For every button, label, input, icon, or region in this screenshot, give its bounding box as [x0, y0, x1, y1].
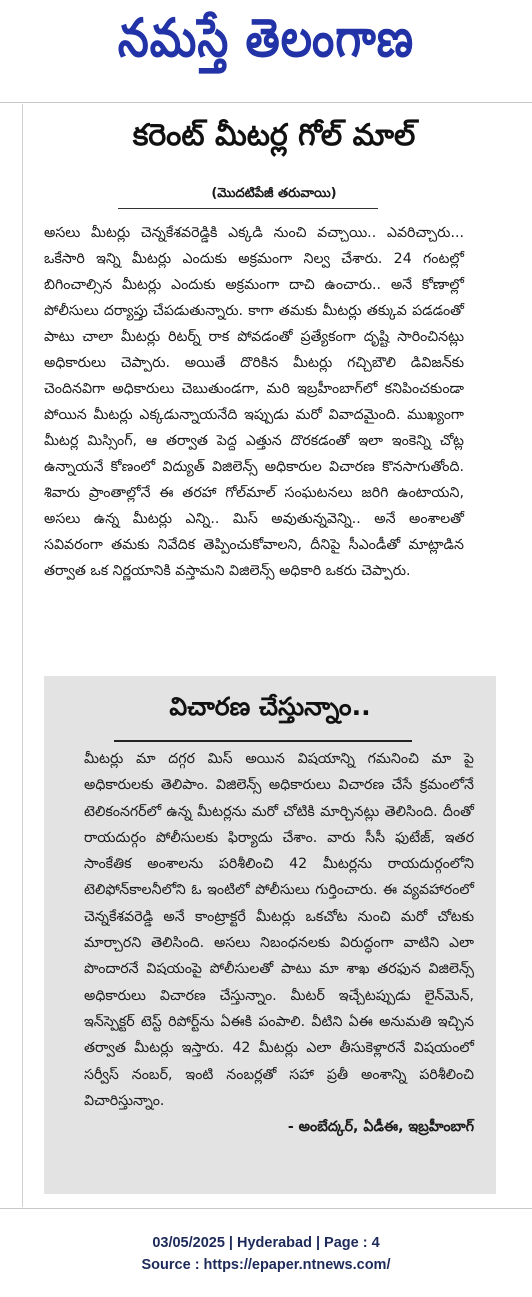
- article-headline: కరెంట్ మీటర్ల గోల్ మాల్: [132, 118, 416, 153]
- masthead: [0, 0, 532, 100]
- box-body: [84, 746, 474, 1140]
- box-body-text: మీటర్లు మా దగ్గర మిస్ అయిన విషయాన్ని గమనించి మా పై అధికారులకు తెలిపాం. విజిలెన్స్ అధికారులు విచారణ చేసే క్రమంలోనే టెలికంనగర్‌లో ఉన్న మీటర్లను మరో చోటికి మార్చినట్లు తెలిసింది. దీంతో రాయదుర్గం పోలీసులకు ఫిర్యాదు చేశాం. వారు సీసీ ఫుటేజ్, ఇతర సాంకేతిక అంశాలను పరిశీలించి 42 మీటర్లను రాయదుర్గంలోని టెలిఫోన్‌కాలనీలోని ఓ ఇంటిలో పోలీసులు గుర్తించారు. ఈ వ్యవహారంలో చెన్నకేశవరెడ్డి అనే కాంట్రాక్టరే మీటర్లు ఒకచోట నుంచి మరో చోటకు మార్చారని తెలిసింది. అసలు నిబంధనలకు విరుద్ధంగా వాటిని ఎలా పొందారనే విషయంపై పోలీసులతో పాటు మా శాఖ తరఫున విజిలెన్స్ అధికారులు విచారణ చేస్తున్నాం. మీటర్ ఇచ్చేటప్పుడు లైన్‌మెన్, ఇన్‌స్పెక్టర్ టెస్ట్ రిపోర్ట్‌ను ఏఈకి పంపాలి. వీటిని ఏఈ అనుమతి ఇచ్చిన తర్వాత మీటర్లు ఇస్తారు. 42 మీటర్లు ఎలా తీసుకెళ్లారనే విషయంలో సర్వీస్ నంబర్, ఇంటి నంబర్లతో సహా ప్రతీ అంశాన్ని పరిశీలించి విచారిస్తున్నాం.: [84, 751, 474, 1109]
- masthead-divider: [0, 102, 532, 103]
- box-title-underline: [114, 740, 412, 742]
- source-link[interactable]: Source : https://epaper.ntnews.com/: [141, 1257, 391, 1273]
- subhead-underline: [118, 208, 378, 209]
- continued-from-label: (మొదటిపేజీ తరువాయి): [211, 186, 337, 201]
- box-byline: - అంబేద్కర్, ఏడీఈ, ఇబ్రహీంబాగ్: [287, 1119, 474, 1136]
- article-body: అసలు మీటర్లు చెన్నకేశవరెడ్డికి ఎక్కడి నుంచి వచ్చాయి.. ఎవరిచ్చారు... ఒకేసారి ఇన్ని మీటర్లు ఎందుకు అక్రమంగా నిల్వ చేశారు. 24 గంటల్లో బిగించాల్సిన మీటర్లు ఎందుకు అక్రమంగా దాచి ఉంచారు.. అనే కోణాల్లో పోలీసులు దర్యాప్తు చేపడుతున్నారు. కాగా తమకు మీటర్లు తక్కువ పడడంతో పాటు చాలా మీటర్లు రిటర్న్ రాక పోవడంతో ప్రత్యేకంగా దృష్టి సారించినట్లు అధికారులు చెప్పారు. అయితే దొరికిన మీటర్లు గచ్చిబౌలి డివిజన్‌కు చెందినవిగా అధికారులు చెబుతుండగా, మరి ఇబ్రహీంబాగ్‌లో కనిపించకుండా పోయిన మీటర్లు ఎక్కడున్నాయనేది ఇప్పుడు మరో వివాదమైంది. ముఖ్యంగా మీటర్ల మిస్సింగ్, ఆ తర్వాత పెద్ద ఎత్తున దొరకడంతో ఇలా ఇంకెన్ని చోట్ల ఉన్నాయనే కోణంలో విద్యుత్ విజిలెన్స్ అధికారుల విచారణ కొనసాగుతోంది. శివారు ప్రాంతాల్లోనే ఈ తరహా గోల్‌మాల్ సంఘటనలు జరిగి ఉంటాయని, అసలు ఉన్న మీటర్లు ఎన్ని.. మిస్ అవుతున్నవెన్ని.. అనే అంశాలతో సవివరంగా తమకు నివేదిక తెప్పించుకోవాలని, దీనిపై సీఎండీతో మాట్లాడిన తర్వాత ఒక నిర్ణయానికి వస్తామని విజిలెన్స్ అధికారి ఒకరు చెప్పారు.: [44, 225, 464, 579]
- sidebar-quote-box: [44, 676, 496, 1194]
- column-rule: [22, 104, 23, 1207]
- dateline: 03/05/2025 | Hyderabad | Page : 4: [152, 1235, 380, 1251]
- box-title: విచారణ చేస్తున్నాం..: [169, 692, 371, 721]
- footer-divider: [0, 1208, 532, 1209]
- newspaper-logo: నమస్తే తెలంగాణ: [117, 8, 415, 70]
- footer: [0, 1232, 532, 1276]
